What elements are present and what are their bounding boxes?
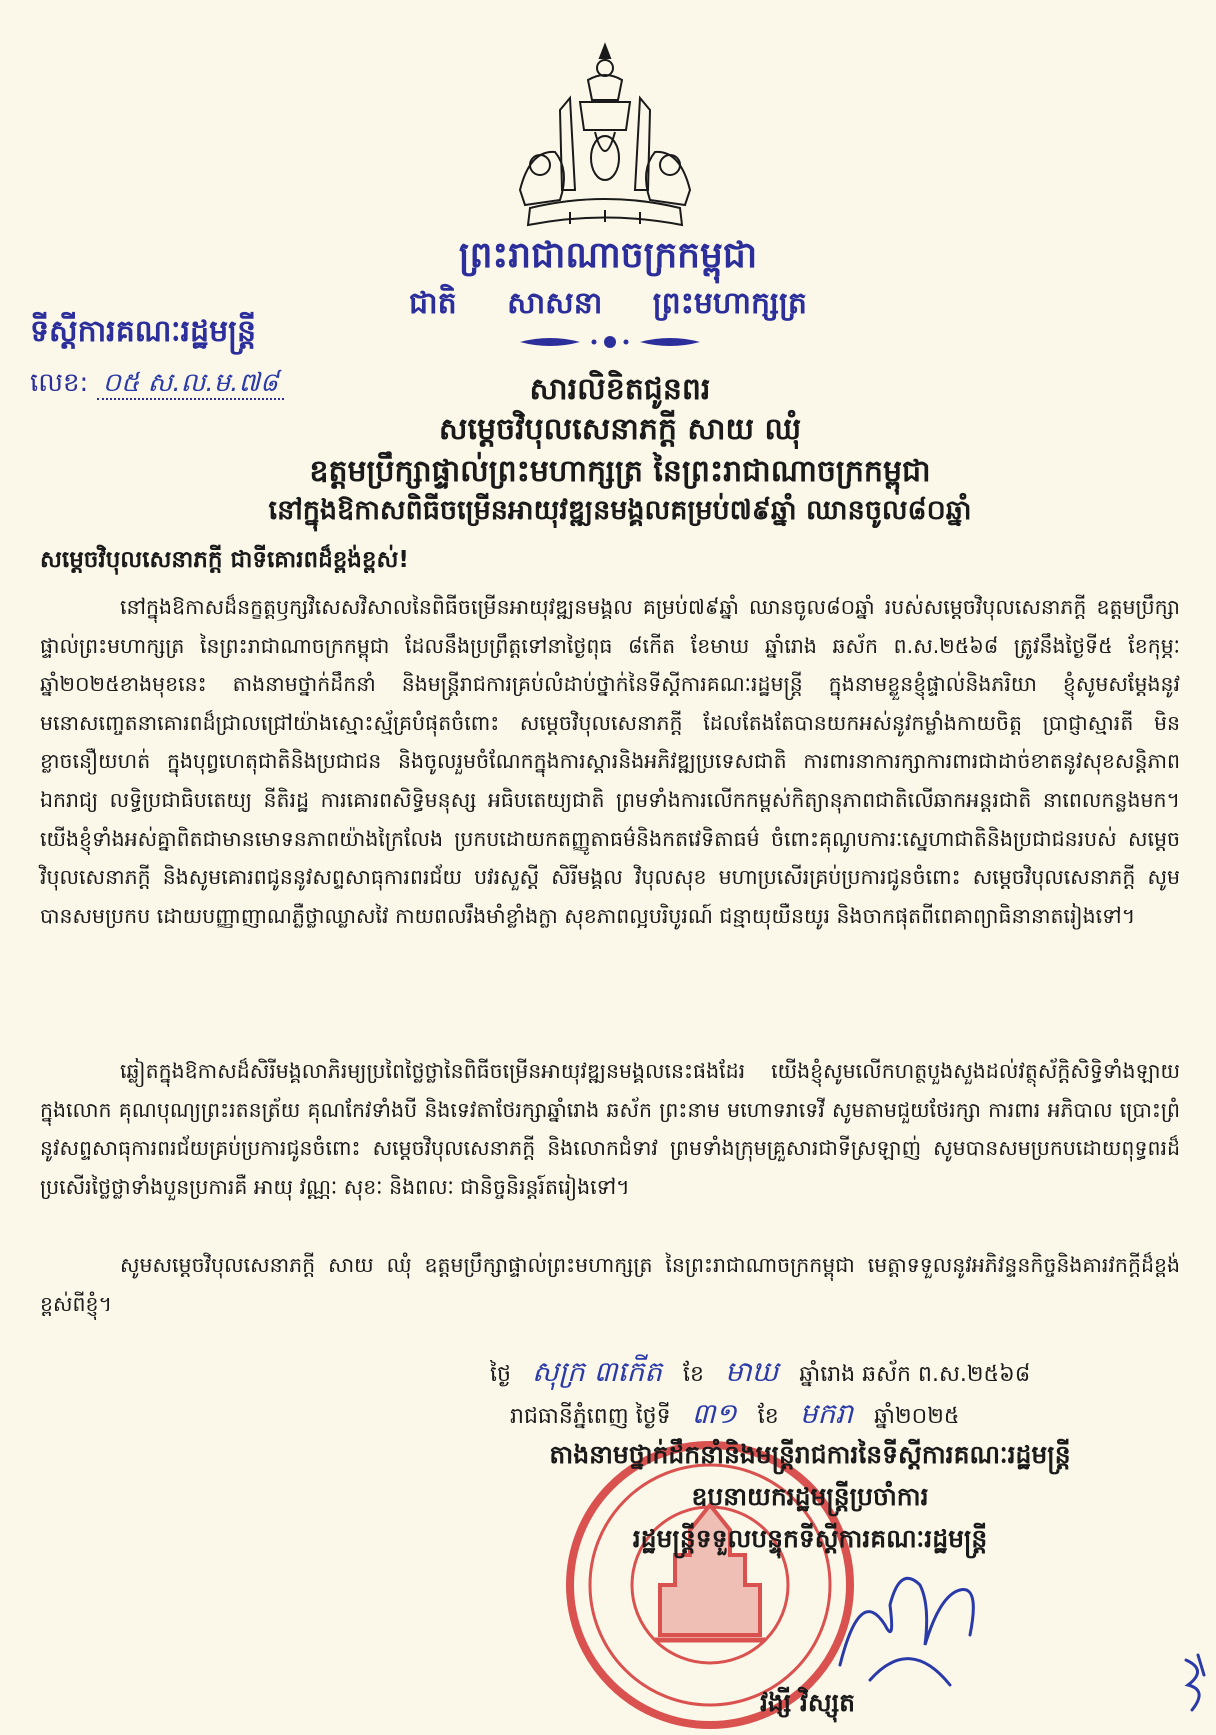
reference-value: ០៥ ស.ល.ម.៧៨	[97, 368, 285, 400]
paragraph-3	[40, 1246, 1180, 1323]
paragraph-1	[40, 588, 1180, 935]
paragraph-2	[40, 1052, 1180, 1206]
ministry-name: ទីស្តីការគណៈរដ្ឋមន្ត្រី	[30, 314, 257, 349]
signatory-line-1: តាងនាមថ្នាក់ដឹកនាំនិងមន្ត្រីរាជការនៃទីស្តីការគណៈរដ្ឋមន្ត្រី	[549, 1440, 1071, 1469]
kingdom-heading: ព្រះរាជាណាចក្រកម្ពុជា	[458, 235, 758, 276]
occasion-line: នៅក្នុងឱកាសពិធីចម្រើនអាយុវឌ្ឍនមង្គលគម្រប់៧៩ឆ្នាំ ឈានចូល៨០ឆ្នាំ	[268, 495, 972, 526]
recipient-position: ឧត្តមប្រឹក្សាផ្ទាល់ព្រះមហាក្សត្រ នៃព្រះរាជាណាចក្រកម្ពុជា	[309, 454, 931, 489]
month-value: មាឃ	[724, 1355, 779, 1388]
reference-label: លេខ:	[30, 368, 89, 398]
lunar-date-line	[490, 1354, 1030, 1395]
gregorian-date-line	[510, 1396, 959, 1437]
handwritten-initial-icon	[1178, 1650, 1214, 1720]
paragraph-2-text: ឆ្លៀតក្នុងឱកាសដ៏សិរីមង្គលាភិរម្យប្រពៃថ្លៃថ្លានៃពិធីចម្រើនអាយុវឌ្ឍនមង្គលនេះផងដែរ យើងខ្ញុំសូមលើកហត្ថបួងសួងដល់វត្ថុស័ក្តិសិទ្ធិទាំងឡាយក្នុងលោក គុណបុណ្យព្រះរតនត្រ័យ គុណកែវទាំងបី និងទេវតាថែរក្សាឆ្នាំរោង ឆស័ក ព្រះនាម មហោទរាទេវី សូមតាមជួយថែរក្សា ការពារ អភិបាល ប្រោះព្រំនូវសព្ទសាធុការពរជ័យគ្រប់ប្រការជូនចំពោះ សម្តេចវិបុលសេនាភក្តី និងលោកជំទាវ ព្រមទាំងក្រុមគ្រួសារជាទីស្រឡាញ់ សូមបានសមប្រកបដោយពុទ្ធពរដ៏ប្រសើរថ្លៃថ្លាទាំងបួនប្រការគឺ អាយុ វណ្ណៈ សុខៈ និងពលៈ ជានិច្ចនិរន្តរ៍តរៀងទៅ។	[40, 1059, 1180, 1199]
day-label: ថ្ងៃ	[490, 1362, 511, 1387]
ornament-divider-icon	[510, 332, 710, 352]
recipient-name: សម្តេចវិបុលសេនាភក្តី សាយ ឈុំ	[438, 412, 802, 447]
gregorian-day: ៣១	[691, 1397, 737, 1430]
month-label: ខែ	[683, 1362, 704, 1387]
salutation: សម្តេចវិបុលសេនាភក្តី ជាទីគោរពដ៏ខ្ពង់ខ្ពស់!	[40, 547, 409, 573]
year-text: ឆ្នាំរោង ឆស័ក ព.ស.២៥៦៨	[799, 1362, 1031, 1387]
gregorian-month: មករា	[799, 1397, 854, 1430]
national-motto: ជាតិ សាសនា ព្រះមហាក្សត្រ	[409, 286, 807, 321]
gregorian-year: ឆ្នាំ២០២៥	[874, 1404, 960, 1429]
royal-coat-of-arms-icon	[500, 40, 710, 235]
paragraph-3-text: សូមសម្តេចវិបុលសេនាភក្តី សាយ ឈុំ ឧត្តមប្រឹក្សាផ្ទាល់ព្រះមហាក្សត្រ នៃព្រះរាជាណាចក្រកម្ពុជា មេត្តាទទួលនូវអភិវន្ទនកិច្ចនិងគារវកក្តីដ៏ខ្ពង់ខ្ពស់ពីខ្ញុំ។	[40, 1253, 1180, 1316]
day-value: សុក្រ ៣កើត	[531, 1355, 662, 1388]
signatory-line-2: ឧបនាយករដ្ឋមន្ត្រីប្រចាំការ	[691, 1482, 929, 1511]
signatory-line-3: រដ្ឋមន្ត្រីទទួលបន្ទុកទីស្តីការគណៈរដ្ឋមន្ត្រី	[632, 1524, 988, 1553]
paragraph-1-text: នៅក្នុងឱកាសដ៏នក្ខត្តឫក្សវិសេសវិសាលនៃពិធីចម្រើនអាយុវឌ្ឍនមង្គល គម្រប់៧៩ឆ្នាំ ឈានចូល៨០ឆ្នាំ របស់សម្តេចវិបុលសេនាភក្តី ឧត្តមប្រឹក្សាផ្ទាល់ព្រះមហាក្សត្រ នៃព្រះរាជាណាចក្រកម្ពុជា ដែលនឹងប្រព្រឹត្តទៅនាថ្ងៃពុធ ៨កើត ខែមាឃ ឆ្នាំរោង ឆស័ក ព.ស.២៥៦៨ ត្រូវនឹងថ្ងៃទី៥ ខែកុម្ភៈ ឆ្នាំ២០២៥ខាងមុខនេះ តាងនាមថ្នាក់ដឹកនាំ និងមន្ត្រីរាជការគ្រប់លំដាប់ថ្នាក់នៃទីស្តីការគណៈរដ្ឋមន្ត្រី ក្នុងនាមខ្លួនខ្ញុំផ្ទាល់និងភរិយា ខ្ញុំសូមសម្តែងនូវមនោសញ្ចេតនាគោរពដ៏ជ្រាលជ្រៅយ៉ាងស្មោះស្ម័គ្របំផុតចំពោះ សម្តេចវិបុលសេនាភក្តី ដែលតែងតែបានយកអស់នូវកម្លាំងកាយចិត្ត ប្រាជ្ញាស្មារតី មិនខ្លាចនឿយហត់ ក្នុងបុព្វហេតុជាតិនិងប្រជាជន និងចូលរួមចំណែកក្នុងការស្តារនិងអភិវឌ្ឍប្រទេសជាតិ ការពារនាការក្សាការពារជាដាច់ខាតនូវសុខសន្តិភាព ឯករាជ្យ លទ្ធិប្រជាធិបតេយ្យ នីតិរដ្ឋ ការគោរពសិទ្ធិមនុស្ស អធិបតេយ្យជាតិ ព្រមទាំងការលើកកម្ពស់កិត្យានុភាពជាតិលើឆាកអន្តរជាតិ នាពេលកន្លងមក។ យើងខ្ញុំទាំងអស់គ្នាពិតជាមានមោទនភាពយ៉ាងក្រៃលែង ប្រកបដោយកតញ្ញូតាធម៌និងកតវេទិតាធម៌ ចំពោះគុណូបការៈស្នេហាជាតិនិងប្រជាជនរបស់ សម្តេចវិបុលសេនាភក្តី និងសូមគោរពជូននូវសព្ទសាធុការពរជ័យ បវរសួស្តី សិរីមង្គល វិបុលសុខ មហាប្រសើរគ្រប់ប្រការជូនចំពោះ សម្តេចវិបុលសេនាភក្តី សូមបានសមប្រកប ដោយបញ្ញាញាណភ្លឺថ្លាឈ្លាសវៃ កាយពលរឹងមាំខ្លាំងក្លា សុខភាពល្អបរិបូរណ៍ ជន្មាយុយឺនយូរ និងចាកផុតពីពេគាព្យាធិនានាតរៀងទៅ។	[40, 595, 1180, 928]
letter-title: សារលិខិតជូនពរ	[529, 372, 711, 407]
handwritten-signature-icon	[830, 1545, 990, 1695]
gregorian-month-label: ខែ	[757, 1404, 779, 1429]
city-text: រាជធានីភ្នំពេញ ថ្ងៃទី	[510, 1404, 671, 1429]
signer-name: វង្សី វិស្សុត	[760, 1688, 856, 1717]
